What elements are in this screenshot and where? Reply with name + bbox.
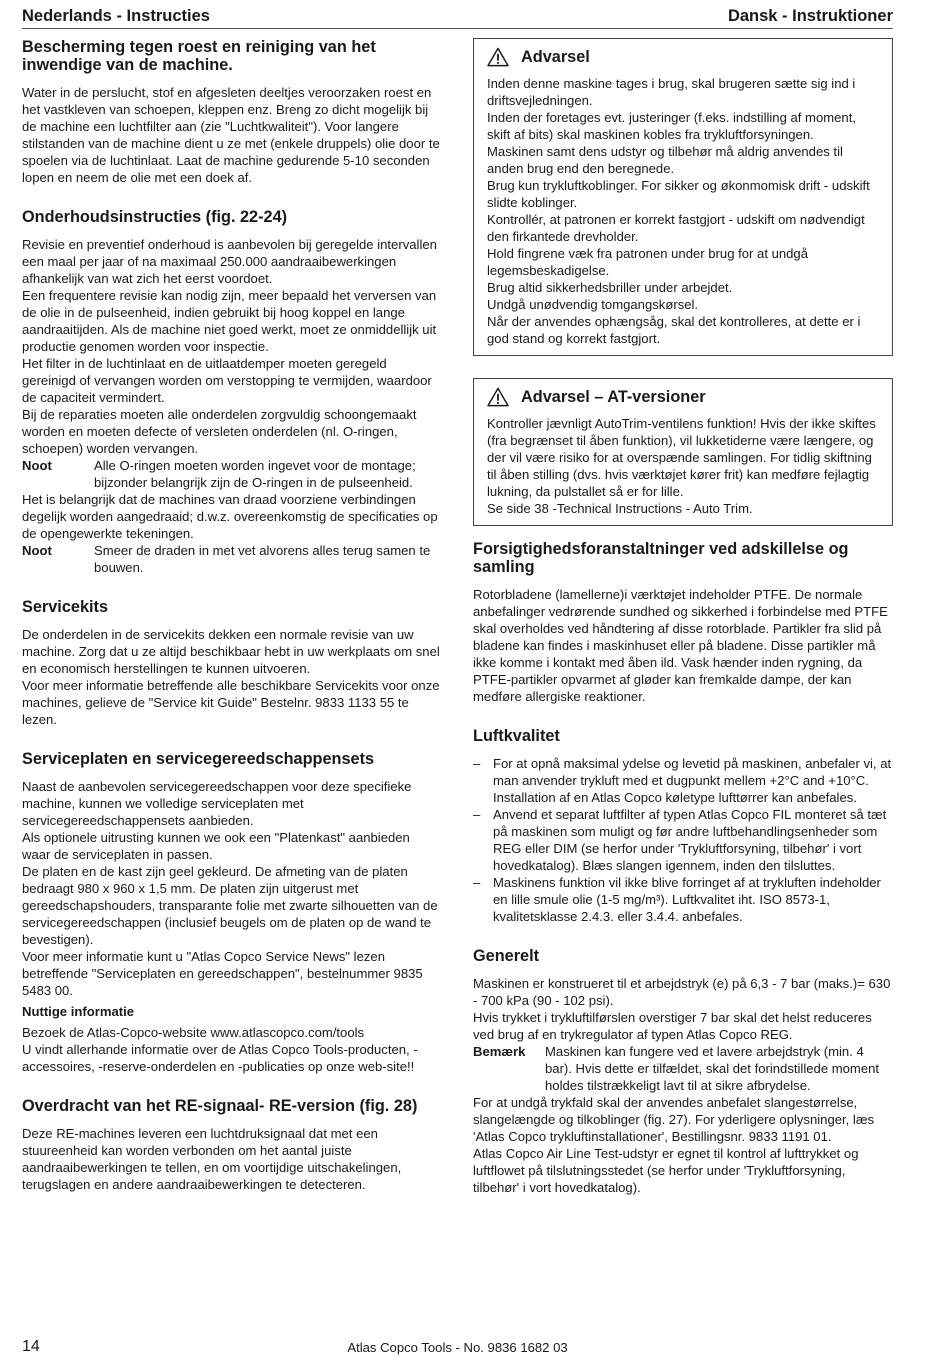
paragraph: Naast de aanbevolen servicegereedschappen voor deze specifieke machine, kunnen we volledige serviceplaten met servicegereedschappensets aanbieden. bbox=[22, 779, 412, 828]
paragraph: De onderdelen in de servicekits dekken een normale revisie van uw machine. Zorg dat u ze altijd beschikbaar hebt in uw werkplaats om snel en economisch herstellingen te kunnen uitvoeren. bbox=[22, 627, 440, 676]
note bbox=[22, 542, 440, 576]
section-general bbox=[473, 947, 893, 1196]
list-item-text: Anvend et separat luftfilter af typen Atlas Copco FIL monteret så tæt på maskinen som muligt og før andre luftbehandlingsenheder som REG eller DIM (se herfor under 'Trykluftforsyning, tilbehør' i vort hovedkatalog). Blæs slangen igennem, inden den tilsluttes. bbox=[493, 807, 887, 873]
warning-line: Undgå unødvendig tomgangskørsel. bbox=[487, 297, 699, 312]
dash-list bbox=[473, 755, 893, 925]
warning-line: Se side 38 -Technical Instructions - Auto Trim. bbox=[487, 501, 753, 516]
paragraph: Hvis trykket i trykluftilførslen overstiger 7 bar skal det helst reduceres ved brug af en trykregulator af typen Atlas Copco REG. bbox=[473, 1010, 872, 1042]
footer-document-number: Atlas Copco Tools - No. 9836 1682 03 bbox=[347, 1340, 568, 1355]
section-title: Servicekits bbox=[22, 598, 108, 616]
page-number: 14 bbox=[22, 1338, 40, 1355]
header-language-left: Nederlands - Instructies bbox=[22, 7, 210, 25]
warning-line: Inden der foretages evt. justeringer (f.eks. indstilling af moment, skift af bits) skal maskinen kobles fra trykluftforsyningen. bbox=[487, 110, 856, 142]
section-air-quality bbox=[473, 727, 893, 925]
section-maintenance bbox=[22, 208, 440, 576]
paragraph: Voor meer informatie kunt u "Atlas Copco Service News" lezen betreffende "Serviceplaten en gereedschappen", bestelnummer 9835 5483 00. bbox=[22, 949, 423, 998]
section-title: Bescherming tegen roest en reiniging van het inwendige van de machine. bbox=[22, 38, 376, 74]
warning-title-row bbox=[487, 387, 879, 407]
section-service-kits bbox=[22, 598, 440, 728]
section-title: Overdracht van het RE-signaal- RE-version (fig. 28) bbox=[22, 1097, 418, 1115]
dash-bullet: – bbox=[473, 807, 481, 822]
section-title: Generelt bbox=[473, 947, 540, 965]
warning-title: Advarsel – AT-versioner bbox=[521, 387, 706, 406]
paragraph: Maskinen er konstrueret til et arbejdstryk (e) på 6,3 - 7 bar (maks.)= 630 - 700 kPa (90 - 102 psi). bbox=[473, 976, 891, 1008]
list-item-text: For at opnå maksimal ydelse og levetid på maskinen, anbefaler vi, at man anvender trykluft med et dugpunkt mellem +2°C and +10°C. Installation af en Atlas Copco køletype lufttørrer kan anbefales. bbox=[493, 756, 892, 805]
note-label: Noot bbox=[22, 543, 52, 558]
section-title: Onderhoudsinstructies (fig. 22-24) bbox=[22, 208, 288, 226]
page-header bbox=[22, 4, 893, 29]
note bbox=[473, 1043, 893, 1094]
warning-line: Kontroller jævnligt AutoTrim-ventilens funktion! Hvis der ikke skiftes (fra begrænset til åben funktion), vil lukketiderne være længere, og der vil være risiko for at overspænde samlingen. For tidlig skiftning til åben stilling (dvs. hvis værktøjet kører frit) kan medføre fejlagtig lukning, da pulstallet så er for lille. bbox=[487, 416, 876, 499]
warning-box-at-versions bbox=[473, 378, 893, 526]
warning-line: Inden denne maskine tages i brug, skal brugeren sætte sig ind i driftsvejledningen. bbox=[487, 76, 856, 108]
paragraph: Bij de reparaties moeten alle onderdelen zorgvuldig schoongemaakt worden en moeten defecte of versleten onderdelen (nl. O-ringen, schoepen) worden vervangen. bbox=[22, 407, 417, 456]
paragraph: Bezoek de Atlas-Copco-website www.atlascopco.com/tools bbox=[22, 1025, 365, 1040]
paragraph: Voor meer informatie betreffende alle beschikbare Servicekits voor onze machines, gelieve de "Service kit Guide" Bestelnr. 9833 1133 55 te lezen. bbox=[22, 678, 440, 727]
paragraph: Het filter in de luchtinlaat en de uitlaatdemper moeten geregeld gereinigd of vervangen worden om verstopping te vermijden, waardoor de capaciteit vermindert. bbox=[22, 356, 432, 405]
paragraph: Deze RE-machines leveren een luchtdruksignaal dat met een stuureenheid kan worden verbonden om het aantal juiste aandraaibewerkingen te tellen, en om voortijdige uitschakelingen, terugslagen en andere aandraaibewerkingen te detecteren. bbox=[22, 1126, 402, 1192]
warning-line: Når der anvendes ophængsåg, skal det kontrolleres, at dette er i god stand og korrekt fastgjort. bbox=[487, 314, 861, 346]
paragraph: De platen en de kast zijn geel gekleurd. De afmeting van de platen bedraagt 980 x 960 x 1,5 mm. De platen zijn uitgerust met gereedschapshouders, transparante folie met zwarte silhouetten van de servicegereedschappen (inclusief beugels om de platen op de wand te bevestigen). bbox=[22, 864, 438, 947]
note-text: Smeer de draden in met vet alvorens alles terug samen te bouwen. bbox=[94, 543, 431, 575]
warning-line: Hold fingrene væk fra patronen under brug for at undgå legemsbeskadigelse. bbox=[487, 246, 809, 278]
paragraph: Als optionele uitrusting kunnen we ook een "Platenkast" aanbieden waar de serviceplaten in passen. bbox=[22, 830, 410, 862]
section-title: Luftkvalitet bbox=[473, 727, 560, 745]
warning-line: Brug kun trykluftkoblinger. For sikker og økonmomisk drift - udskift slidte koblinger. bbox=[487, 178, 870, 210]
warning-box bbox=[473, 38, 893, 356]
list-item bbox=[473, 806, 893, 874]
right-column bbox=[473, 38, 893, 1196]
warning-line: Kontrollér, at patronen er korrekt fastgjort - udskift om nødvendigt den firkantede drevholder. bbox=[487, 212, 865, 244]
paragraph: U vindt allerhande informatie over de Atlas Copco Tools-producten, -accessoires, -reserve-onderdelen en -publicaties op onze web-site!! bbox=[22, 1042, 418, 1074]
note-label: Bemærk bbox=[473, 1044, 526, 1059]
list-item-text: Maskinens funktion vil ikke blive forringet af at trykluften indeholder en lille smule olie (1-5 mg/m³). Luftkvalitet iht. ISO 8573-1, kvalitetsklasse 2.4.3. eller 3.4.4. anbefales. bbox=[493, 875, 881, 924]
dash-bullet: – bbox=[473, 756, 481, 771]
section-title: Serviceplaten en servicegereedschappensets bbox=[22, 750, 375, 768]
dash-bullet: – bbox=[473, 875, 481, 890]
warning-line: Maskinen samt dens udstyr og tilbehør må aldrig anvendes til anden brug end den beregnede. bbox=[487, 144, 843, 176]
warning-title-row bbox=[487, 47, 879, 67]
header-language-right: Dansk - Instruktioner bbox=[727, 7, 893, 25]
warning-title: Advarsel bbox=[521, 47, 590, 66]
section-service-plates bbox=[22, 750, 440, 1075]
paragraph: For at undgå trykfald skal der anvendes anbefalet slangestørrelse, slangelængde og tilkoblinger (fig. 27). For yderligere oplysninger, læs 'Atlas Copco trykluftinstallationer', Bestillingsnr. 9833 1191 01. bbox=[473, 1095, 875, 1144]
section-rust-protection bbox=[22, 38, 440, 186]
warning-triangle-icon bbox=[487, 47, 509, 67]
paragraph: Water in de perslucht, stof en afgesleten deeltjes veroorzaken roest en het vastkleven van schoepen, kleppen enz. Breng zo dicht mogelijk bij de machine een luchtfilter aan (zie "Luchtkwaliteit"). Voor langere stilstanden van de machine dient u ze met (enkele druppels) olie door te spoelen via de luchtinlaat. Laat de machine gedurende 5-10 seconden lopen en neem de olie met een doek af. bbox=[22, 85, 440, 185]
note-label: Noot bbox=[22, 458, 52, 473]
note bbox=[22, 457, 440, 491]
list-item bbox=[473, 755, 893, 806]
warning-line: Brug altid sikkerhedsbriller under arbejdet. bbox=[487, 280, 733, 295]
section-title: Forsigtighedsforanstaltninger ved adskillelse og samling bbox=[473, 540, 849, 576]
section-re-signal bbox=[22, 1097, 440, 1193]
left-column bbox=[22, 38, 440, 1193]
note-text: Alle O-ringen moeten worden ingevet voor de montage; bijzonder belangrijk zijn de O-ringen in de pulseenheid. bbox=[94, 458, 416, 490]
paragraph: Het is belangrijk dat de machines van draad voorziene verbindingen degelijk worden aangedraaid; d.w.z. overeenkomstig de specificaties op de opengewerkte tekeningen. bbox=[22, 492, 438, 541]
subheading: Nuttige informatie bbox=[22, 1004, 135, 1019]
section-disassembly-precautions bbox=[473, 540, 893, 705]
note-text: Maskinen kan fungere ved et lavere arbejdstryk (min. 4 bar). Hvis dette er tilfældet, skal det forindstillede moment holdes tilstrækkeligt lavt til at sikre afbrydelse. bbox=[545, 1044, 880, 1093]
paragraph: Revisie en preventief onderhoud is aanbevolen bij geregelde intervallen een maal per jaar of na maximaal 250.000 aandraaibewerkingen afhankelijk van wat zich het eerst voordoet. bbox=[22, 237, 437, 286]
warning-triangle-icon bbox=[487, 387, 509, 407]
list-item bbox=[473, 874, 893, 925]
paragraph: Rotorbladene (lamellerne)i værktøjet indeholder PTFE. De normale anbefalinger vedrørende sundhed og sikkerhed i forbindelse med PTFE skal overholdes ved håndtering af disse rotorblade. Partikler fra slid på bladene kan findes i maskinhuset eller på bladene. Disse partikler må ikke komme i kontakt med åben ild. Vask hænder inden rygning, da PTFE-partikler opvarmet af gløder kan fremkalde dampe, der kan medføre allergiske reaktioner. bbox=[473, 587, 888, 704]
paragraph: Een frequentere revisie kan nodig zijn, meer bepaald het verversen van de olie in de pulseenheid, indien gebruikt bij hoog koppel en lange aandraaitijden. Als de machine niet goed werkt, moet ze onmiddellijk uit productie genomen worden voor inspectie. bbox=[22, 288, 437, 354]
paragraph: Atlas Copco Air Line Test-udstyr er egnet til kontrol af lufttrykket og luftflowet på tilslutningsstedet (se herfor under 'Trykluftforsyning, tilbehør' i vort hovedkatalog). bbox=[473, 1146, 859, 1195]
